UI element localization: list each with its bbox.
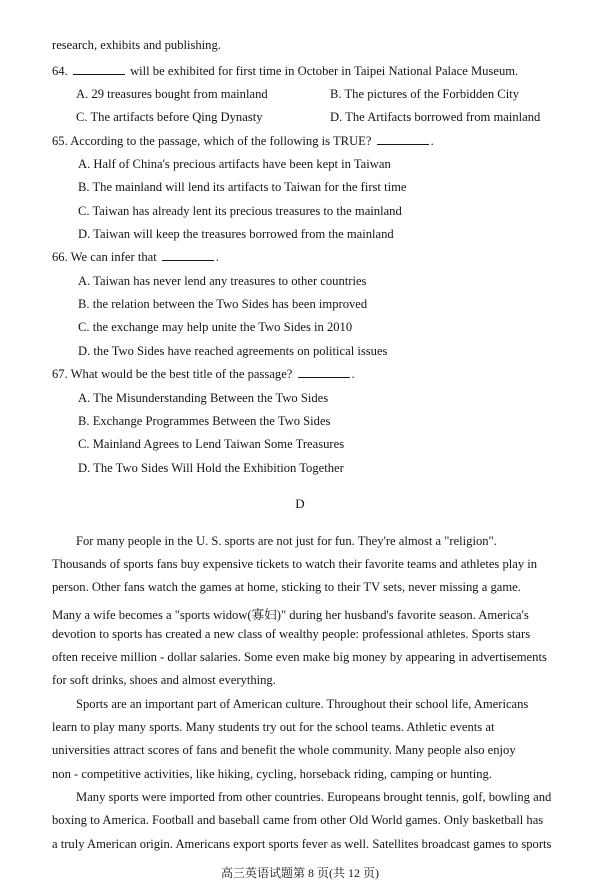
passage-d-p1-line: For many people in the U. S. sports are not just for fun. They're almost a "religion". <box>76 534 497 548</box>
answer-blank <box>162 250 214 261</box>
question-65-option-b: B. The mainland will lend its artifacts to Taiwan for the first time <box>78 180 407 194</box>
passage-c-tail: research, exhibits and publishing. <box>52 38 221 52</box>
answer-blank <box>377 134 429 145</box>
question-66-option-a: A. Taiwan has never lend any treasures to other countries <box>78 274 367 288</box>
question-65-option-d: D. Taiwan will keep the treasures borrowed from the mainland <box>78 227 394 241</box>
question-67-option-c: C. Mainland Agrees to Lend Taiwan Some Treasures <box>78 437 345 451</box>
question-67-option-d: D. The Two Sides Will Hold the Exhibition Together <box>78 461 344 475</box>
question-64-option-b: B. The pictures of the Forbidden City <box>330 87 519 101</box>
passage-d-p2-line: Sports are an important part of American culture. Throughout their school life, Americans <box>76 697 529 711</box>
question-64-option-c: C. The artifacts before Qing Dynasty <box>76 110 263 124</box>
question-65-option-a: A. Half of China's precious artifacts have been kept in Taiwan <box>78 157 391 171</box>
passage-d-p3-line: a truly American origin. Americans export sports fever as well. Satellites broadcast games to sports <box>52 837 552 851</box>
question-66-option-c: C. the exchange may help unite the Two Sides in 2010 <box>78 320 353 334</box>
section-heading: D <box>295 496 305 511</box>
answer-blank <box>73 64 125 75</box>
passage-d-p1-line: Many a wife becomes a "sports widow(寡妇)" during her husband's favorite season. America's <box>52 608 529 622</box>
passage-d-p1-line: often receive million - dollar salaries. Some even make big money by appearing in advertisements <box>52 650 547 664</box>
passage-d-p3-line: boxing to America. Football and baseball came from other Old World games. Only basketball has <box>52 813 544 827</box>
answer-blank <box>298 367 350 378</box>
page-footer: 高三英语试题第 8 页(共 12 页) <box>221 866 379 880</box>
passage-d-p2-line: universities attract scores of fans and benefit the whole community. Many people also enjoy <box>52 743 516 757</box>
passage-d-p1-line: person. Other fans watch the games at home, sticking to their TV sets, never missing a game. <box>52 580 521 594</box>
passage-d-p1-line: for soft drinks, shoes and almost everything. <box>52 673 276 687</box>
passage-d-p1-line: devotion to sports has created a new class of wealthy people: professional athletes. Sports stars <box>52 627 531 641</box>
question-66-stem: 66. We can infer that . <box>52 250 220 264</box>
question-65-option-c: C. Taiwan has already lent its precious treasures to the mainland <box>78 204 402 218</box>
passage-d-p2-line: learn to play many sports. Many students try out for the school teams. Athletic events at <box>52 720 495 734</box>
question-67-option-a: A. The Misunderstanding Between the Two Sides <box>78 391 329 405</box>
passage-d-p1-line: Thousands of sports fans buy expensive tickets to watch their favorite teams and athletes play in <box>52 557 538 571</box>
passage-d-p2-line: non - competitive activities, like hiking, cycling, horseback riding, camping or hunting. <box>52 767 492 781</box>
question-64-option-d: D. The Artifacts borrowed from mainland <box>330 110 541 124</box>
question-67-stem: 67. What would be the best title of the passage? . <box>52 367 355 381</box>
question-64-option-a: A. 29 treasures bought from mainland <box>76 87 268 101</box>
question-64-stem: 64. will be exhibited for first time in October in Taipei National Palace Museum. <box>52 64 519 78</box>
question-67-option-b: B. Exchange Programmes Between the Two Sides <box>78 414 331 428</box>
question-66-option-d: D. the Two Sides have reached agreements on political issues <box>78 344 388 358</box>
passage-d-p3-line: Many sports were imported from other countries. Europeans brought tennis, golf, bowling and <box>76 790 552 804</box>
question-66-option-b: B. the relation between the Two Sides has been improved <box>78 297 368 311</box>
question-65-stem: 65. According to the passage, which of the following is TRUE? . <box>52 134 434 148</box>
